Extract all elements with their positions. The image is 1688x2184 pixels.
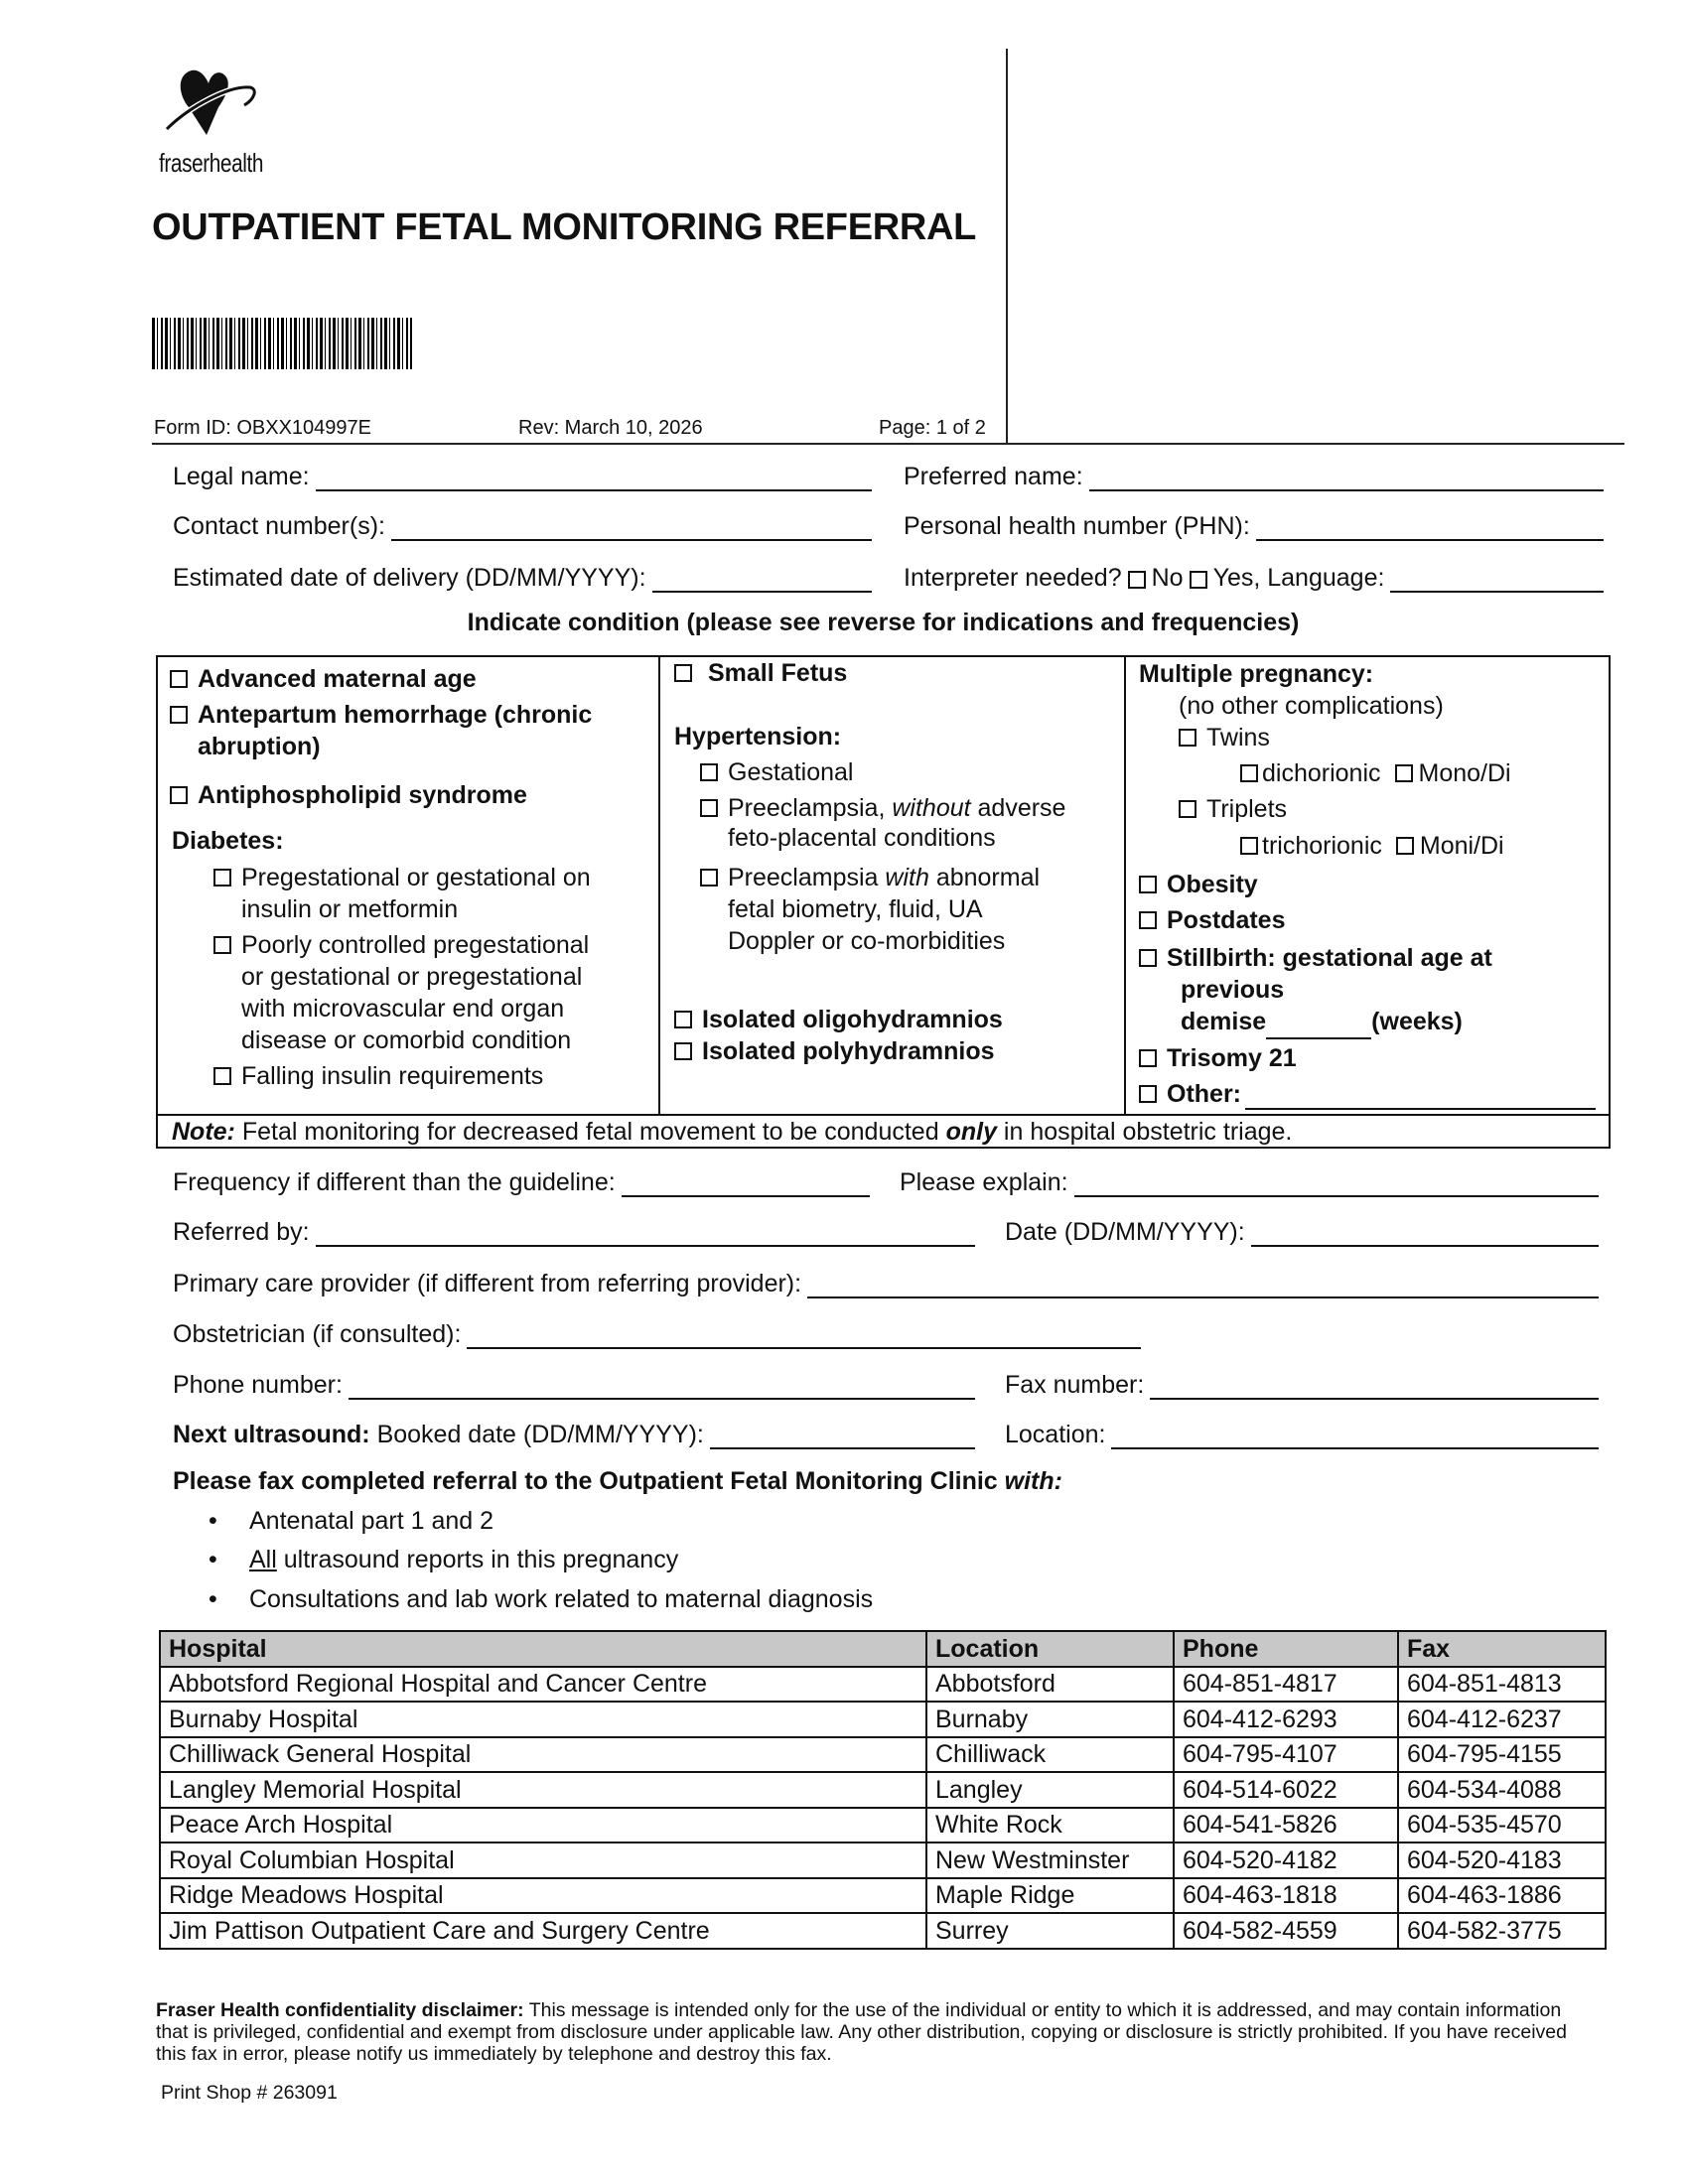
checkbox[interactable] <box>700 869 718 887</box>
phn-field[interactable] <box>904 509 1604 541</box>
booked-date-label: Booked date (DD/MM/YYYY): <box>369 1421 704 1448</box>
form-title: OUTPATIENT FETAL MONITORING REFERRAL <box>152 206 977 248</box>
cond-twins[interactable]: Twins <box>1179 722 1270 753</box>
other-input[interactable] <box>1245 1078 1596 1110</box>
checkbox[interactable] <box>1139 949 1157 967</box>
obstetrician-input[interactable] <box>467 1323 1141 1349</box>
date-field[interactable] <box>1005 1215 1599 1247</box>
fax-cell: 604-535-4570 <box>1398 1808 1606 1843</box>
edd-label: Estimated date of delivery (DD/MM/YYYY): <box>173 564 646 592</box>
col-fax: Fax <box>1398 1631 1606 1667</box>
explain-input[interactable] <box>1074 1171 1599 1197</box>
cond-gestational-hypertension[interactable]: Gestational <box>700 756 853 788</box>
contact-input[interactable] <box>391 515 872 541</box>
checkbox[interactable] <box>1179 729 1196 747</box>
cond-antiphospholipid[interactable]: Antiphospholipid syndrome <box>170 779 527 811</box>
fax-cell: 604-412-6237 <box>1398 1702 1606 1737</box>
trichorionic-checkbox[interactable] <box>1240 837 1258 855</box>
frequency-field[interactable] <box>173 1165 870 1197</box>
fax-cell: 604-851-4813 <box>1398 1667 1606 1703</box>
hospital-cell: Jim Pattison Outpatient Care and Surgery Centre <box>160 1913 926 1949</box>
preeclampsia-with-cont: Doppler or co-morbidities <box>728 927 1006 955</box>
next-ultrasound-field[interactable] <box>173 1418 975 1449</box>
poorly-cont: with microvascular end organ <box>241 995 565 1023</box>
table-row <box>160 1913 1606 1949</box>
mono-di-checkbox[interactable] <box>1395 764 1413 782</box>
no-label: No <box>1151 564 1184 592</box>
language-input[interactable] <box>1390 567 1604 593</box>
stillbirth-weeks: demise (weeks) <box>1181 1006 1463 1039</box>
location-cell: Maple Ridge <box>926 1878 1174 1914</box>
instruction-item: Consultations and lab work related to maternal diagnosis <box>249 1585 874 1613</box>
interpreter-no-checkbox[interactable] <box>1128 571 1146 589</box>
cond-preeclampsia-without[interactable]: Preeclampsia, without adverse <box>700 792 1065 824</box>
checkbox[interactable] <box>170 706 188 724</box>
contact-field[interactable] <box>173 509 872 541</box>
conditions-box <box>156 655 1611 1149</box>
cond-stillbirth[interactable]: Stillbirth: gestational age at <box>1139 942 1492 974</box>
cond-falling-insulin[interactable]: Falling insulin requirements <box>213 1060 543 1092</box>
location-cell: Langley <box>926 1772 1174 1808</box>
col-hospital: Hospital <box>160 1631 926 1667</box>
checkbox[interactable] <box>213 869 231 887</box>
phone-cell: 604-582-4559 <box>1174 1913 1398 1949</box>
location-field[interactable] <box>1005 1418 1599 1449</box>
cond-polyhydramnios[interactable]: Isolated polyhydramnios <box>674 1035 995 1067</box>
checkbox[interactable] <box>674 1011 692 1028</box>
obstetrician-label: Obstetrician (if consulted): <box>173 1320 462 1348</box>
checkbox[interactable] <box>1179 800 1196 818</box>
hospital-cell: Abbotsford Regional Hospital and Cancer Centre <box>160 1667 926 1703</box>
edd-field[interactable] <box>173 561 872 593</box>
cond-small-fetus[interactable]: Small Fetus <box>674 657 847 689</box>
legal-name-field[interactable] <box>173 460 872 491</box>
hospital-cell: Ridge Meadows Hospital <box>160 1878 926 1914</box>
fax-cell: 604-534-4088 <box>1398 1772 1606 1808</box>
checkbox[interactable] <box>700 763 718 781</box>
cond-obesity[interactable]: Obesity <box>1139 869 1258 900</box>
hospital-cell: Burnaby Hospital <box>160 1702 926 1737</box>
col-location: Location <box>926 1631 1174 1667</box>
location-cell: Surrey <box>926 1913 1174 1949</box>
location-input[interactable] <box>1111 1424 1599 1449</box>
obstetrician-field[interactable] <box>173 1317 1141 1349</box>
location-cell: Burnaby <box>926 1702 1174 1737</box>
poorly-cont: disease or comorbid condition <box>241 1026 572 1054</box>
phone-cell: 604-463-1818 <box>1174 1878 1398 1914</box>
antepartum-cont: abruption) <box>198 733 321 760</box>
location-cell: New Westminster <box>926 1843 1174 1878</box>
primary-care-input[interactable] <box>807 1273 1599 1298</box>
weeks-input[interactable] <box>1266 1006 1371 1039</box>
cond-triplets[interactable]: Triplets <box>1179 793 1287 825</box>
col-phone: Phone <box>1174 1631 1398 1667</box>
phone-label: Phone number: <box>173 1371 343 1399</box>
location-cell: Abbotsford <box>926 1667 1174 1703</box>
fax-instructions-heading: Please fax completed referral to the Outpatient Fetal Monitoring Clinic with: <box>173 1467 1062 1495</box>
moni-di-checkbox[interactable] <box>1396 837 1414 855</box>
stillbirth-cont: previous <box>1181 976 1285 1004</box>
phone-cell: 604-795-4107 <box>1174 1737 1398 1773</box>
primary-care-field[interactable] <box>173 1267 1599 1298</box>
phone-field[interactable] <box>173 1368 975 1400</box>
explain-label: Please explain: <box>900 1168 1068 1196</box>
fax-cell: 604-463-1886 <box>1398 1878 1606 1914</box>
cond-pregestational[interactable]: Pregestational or gestational on <box>213 862 591 893</box>
bullet: • <box>209 1546 217 1573</box>
revision-date: Rev: March 10, 2026 <box>518 417 703 439</box>
explain-field[interactable] <box>900 1165 1599 1197</box>
cond-preeclampsia-with[interactable]: Preeclampsia with abnormal <box>700 862 1040 893</box>
header-divider <box>1006 49 1008 444</box>
cond-other[interactable]: Other: <box>1139 1078 1596 1110</box>
preeclampsia-with-cont: fetal biometry, fluid, UA <box>728 895 983 923</box>
table-row <box>160 1878 1606 1914</box>
checkbox[interactable] <box>1139 1085 1157 1103</box>
hospital-cell: Langley Memorial Hospital <box>160 1772 926 1808</box>
location-label: Location: <box>1005 1421 1106 1448</box>
confidentiality-disclaimer: Fraser Health confidentiality disclaimer: This message is intended only for the use of the individual or entity to which it is addressed, and may contain information that is privileged, confidential and exempt from disclosure under applicable law. Any other distribution, copying or disclosure is strictly prohibited. If you have received this fax in error, please notify us immediately by telephone and destroy this fax. <box>156 1999 1567 2065</box>
note-row: Note: Fetal monitoring for decreased fetal movement to be conducted only in hospital obstetric triage. <box>158 1114 1609 1149</box>
conditions-heading: Indicate condition (please see reverse for indications and frequencies) <box>467 609 1300 636</box>
referred-by-input[interactable] <box>316 1221 975 1247</box>
checkbox[interactable] <box>1139 876 1157 893</box>
checkbox[interactable] <box>170 786 188 804</box>
diabetes-heading: Diabetes: <box>172 827 284 855</box>
booked-date-input[interactable] <box>710 1424 975 1449</box>
location-cell: Chilliwack <box>926 1737 1174 1773</box>
instruction-item: Antenatal part 1 and 2 <box>249 1507 494 1535</box>
checkbox[interactable] <box>213 936 231 954</box>
phone-cell: 604-412-6293 <box>1174 1702 1398 1737</box>
checkbox[interactable] <box>213 1067 231 1085</box>
column-divider <box>658 657 660 1114</box>
instruction-item: All ultrasound reports in this pregnancy <box>249 1546 679 1573</box>
checkbox[interactable] <box>700 799 718 817</box>
fraserhealth-logo <box>159 68 283 177</box>
pregestational-cont: insulin or metformin <box>241 895 459 923</box>
phone-cell: 604-514-6022 <box>1174 1772 1398 1808</box>
checkbox[interactable] <box>674 664 692 682</box>
cond-trisomy-21[interactable]: Trisomy 21 <box>1139 1042 1297 1074</box>
cond-oligohydramnios[interactable]: Isolated oligohydramnios <box>674 1004 1003 1035</box>
referred-by-field[interactable] <box>173 1215 975 1247</box>
logo-text: fraserhealth <box>159 148 264 178</box>
twins-options: dichorionic Mono/Di <box>1240 757 1511 789</box>
cond-antepartum-hemorrhage[interactable]: Antepartum hemorrhage (chronic <box>170 699 592 731</box>
table-row <box>160 1808 1606 1843</box>
bullet: • <box>209 1507 217 1535</box>
checkbox[interactable] <box>170 670 188 688</box>
legal-name-input[interactable] <box>316 466 872 491</box>
table-row <box>160 1772 1606 1808</box>
referred-by-label: Referred by: <box>173 1218 310 1246</box>
primary-care-label: Primary care provider (if different from referring provider): <box>173 1270 802 1297</box>
date-input[interactable] <box>1251 1221 1599 1247</box>
interpreter-label: Interpreter needed? <box>904 564 1122 592</box>
frequency-input[interactable] <box>622 1171 870 1197</box>
preferred-name-field[interactable] <box>904 460 1604 491</box>
hospital-cell: Chilliwack General Hospital <box>160 1737 926 1773</box>
print-shop-number: Print Shop # 263091 <box>161 2082 338 2104</box>
dichorionic-checkbox[interactable] <box>1240 764 1258 782</box>
column-divider <box>1124 657 1126 1114</box>
checkbox[interactable] <box>1139 1049 1157 1067</box>
table-row <box>160 1667 1606 1703</box>
page-number: Page: 1 of 2 <box>879 417 986 439</box>
header-rule <box>152 443 1624 445</box>
frequency-label: Frequency if different than the guideline: <box>173 1168 616 1196</box>
heart-logo-icon <box>159 68 283 139</box>
phn-input[interactable] <box>1256 515 1604 541</box>
fax-label: Fax number: <box>1005 1371 1145 1399</box>
table-row <box>160 1843 1606 1878</box>
interpreter-yes-checkbox[interactable] <box>1190 571 1207 589</box>
poorly-cont: or gestational or pregestational <box>241 963 583 991</box>
checkbox[interactable] <box>1139 911 1157 929</box>
table-row <box>160 1702 1606 1737</box>
hospital-table <box>159 1630 1607 1950</box>
next-ultrasound-label: Next ultrasound: <box>173 1421 370 1448</box>
cond-postdates[interactable]: Postdates <box>1139 904 1285 936</box>
fax-cell: 604-795-4155 <box>1398 1737 1606 1773</box>
hospital-cell: Royal Columbian Hospital <box>160 1843 926 1878</box>
edd-input[interactable] <box>652 567 872 593</box>
cond-poorly-controlled[interactable]: Poorly controlled pregestational <box>213 929 589 961</box>
bullet: • <box>209 1585 217 1613</box>
interpreter-field <box>904 561 1604 593</box>
phn-label: Personal health number (PHN): <box>904 512 1250 540</box>
barcode <box>152 318 412 369</box>
hypertension-heading: Hypertension: <box>674 723 842 751</box>
fax-input[interactable] <box>1150 1374 1599 1400</box>
location-cell: White Rock <box>926 1808 1174 1843</box>
phone-cell: 604-851-4817 <box>1174 1667 1398 1703</box>
form-id: Form ID: OBXX104997E <box>154 417 371 439</box>
legal-name-label: Legal name: <box>173 463 310 490</box>
phone-input[interactable] <box>349 1374 975 1400</box>
contact-label: Contact number(s): <box>173 512 385 540</box>
yes-language-label: Yes, Language: <box>1212 564 1385 592</box>
triplets-options: trichorionic Moni/Di <box>1240 830 1504 862</box>
cond-advanced-maternal-age[interactable]: Advanced maternal age <box>170 663 477 695</box>
no-other-complications: (no other complications) <box>1179 692 1444 720</box>
preferred-name-label: Preferred name: <box>904 463 1083 490</box>
phone-cell: 604-520-4182 <box>1174 1843 1398 1878</box>
table-row <box>160 1737 1606 1773</box>
preeclampsia-without-cont: feto-placental conditions <box>728 824 996 852</box>
date-label: Date (DD/MM/YYYY): <box>1005 1218 1245 1246</box>
table-header-row <box>160 1631 1606 1667</box>
checkbox[interactable] <box>674 1042 692 1060</box>
preferred-name-input[interactable] <box>1089 466 1604 491</box>
fax-field[interactable] <box>1005 1368 1599 1400</box>
hospital-cell: Peace Arch Hospital <box>160 1808 926 1843</box>
multiple-pregnancy-heading: Multiple pregnancy: <box>1139 660 1374 688</box>
fax-cell: 604-582-3775 <box>1398 1913 1606 1949</box>
fax-cell: 604-520-4183 <box>1398 1843 1606 1878</box>
phone-cell: 604-541-5826 <box>1174 1808 1398 1843</box>
